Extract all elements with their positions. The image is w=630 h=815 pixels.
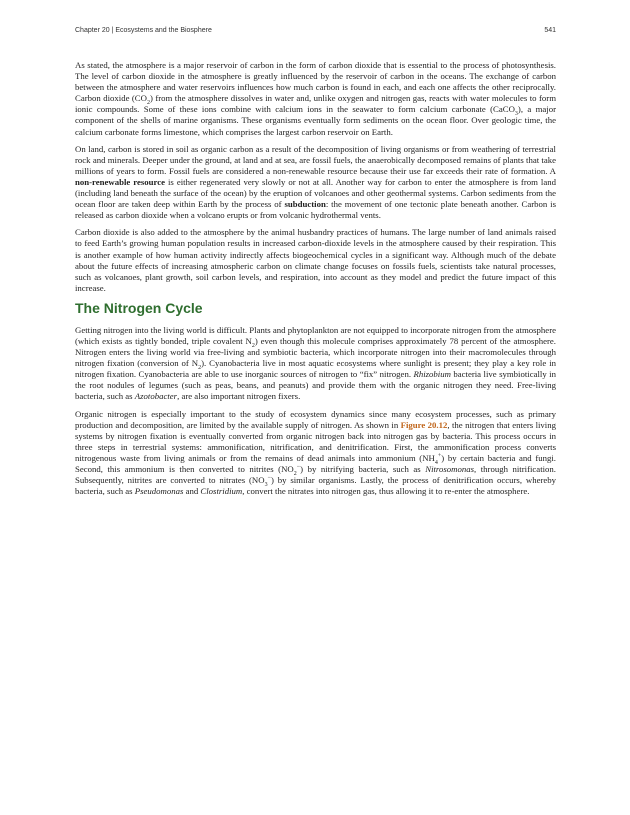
- term-non-renewable-resource: non-renewable resource: [75, 176, 165, 187]
- term-pseudomonas: Pseudomonas: [134, 486, 184, 497]
- paragraph-carbon-land: On land, carbon is stored in soil as organic carbon as a result of the decomposition of living organisms or from weathering of terrestrial rock and minerals. Deeper under the ground, at land and at sea, are fossil fuels, the anaerobically decomposed remains of plants that take millions of years to form. Fossil fuels are considered a non-renewable resource because their use far exceeds their rate of formation. A non-renewable resource is either regenerated very slowly or not at all. Another way for carbon to enter the atmosphere is from land (including land beneath the surface of the ocean) by the eruption of volcanoes and other geothermal systems. Carbon sediments from the ocean floor are taken deep within Earth by the process of subduction: the movement of one tectonic plate beneath another. Carbon is released as carbon dioxide when a volcano erupts or from volcanic hydrothermal vents.: [75, 143, 557, 221]
- paragraph-nitrogen-fixation: Getting nitrogen into the living world is difficult. Plants and phytoplankton are not equipped to incorporate nitrogen from the atmosphere (which exists as tightly bonded, triple covalent $N_2$) even though this molecule comprises approximately 78 percent of the atmosphere. Nitrogen enters the living world via free-living and symbiotic bacteria, which incorporate nitrogen into their macromolecules through nitrogen fixation (conversion of $N_2$). Cyanobacteria live in most aquatic ecosystems where sunlight is present; they play a key role in nitrogen fixation. Cyanobacteria are able to use inorganic sources of nitrogen to “fix” nitrogen. Rhizobium bacteria live symbiotically in the root nodules of legumes (such as peas, beans, and peanuts) and provide them with the organic nitrogen they need. Free-living bacteria, such as Azotobacter, are also important nitrogen fixers.: [75, 324, 556, 402]
- term-nitrosomonas: Nitrosomonas: [425, 464, 475, 474]
- figure-link[interactable]: Figure 20.12: [400, 419, 448, 430]
- chapter-title: Chapter 20 | Ecosystems and the Biosphere: [75, 27, 212, 34]
- paragraph-carbon-husbandry: Carbon dioxide is also added to the atmosphere by the animal husbandry practices of humans. The large number of land animals raised to feed Earth’s growing human population results in increased carbon-dioxide levels in the atmosphere caused by their respiration. This is another example of how human activity indirectly affects biogeochemical cycles in a significant way. Although much of the debate about the future effects of increasing atmospheric carbon on climate change focuses on fossils fuels, scientists take natural processes, such as volcanoes, plant growth, soil carbon levels, and respiration, into account as they model and predict the future impact of this increase.: [75, 227, 556, 293]
- paragraph-organic-nitrogen: Organic nitrogen is especially important to the study of ecosystem dynamics since many ecosystem processes, such as primary production and decomposition, are limited by the available supply of nitrogen. As shown in Figure 20.12, the nitrogen that enters living systems by nitrogen fixation is eventually converted from organic nitrogen back into nitrogen gas by bacteria. This process occurs in three steps in terrestrial systems: ammonification, nitrification, and denitrification. First, the ammonification process converts nitrogenous waste from living animals or from the remains of dead animals into ammonium $(NH_4^+)$ by certain bacteria and fungi. Second, this ammonium is then converted to nitrites $(NO_2^-)$ by nitrifying bacteria, such as Nitrosomonas, through nitrification. Subsequently, nitrites are converted to nitrates $(NO_3^-)$ by similar organisms. Lastly, the process of denitrification occurs, whereby bacteria, such as Pseudomonas and Clostridium, convert the nitrates into nitrogen gas, thus allowing it to re-enter the atmosphere.: [75, 408, 556, 497]
- term-azotobacter: Azotobacter: [134, 391, 178, 402]
- term-clostridium: Clostridium: [200, 486, 243, 497]
- term-subduction: subduction: [284, 199, 326, 210]
- section-heading-nitrogen-cycle: The Nitrogen Cycle: [75, 299, 203, 316]
- page-number: 541: [544, 27, 556, 34]
- running-header: [75, 27, 556, 39]
- term-rhizobium: Rhizobium: [413, 369, 451, 380]
- body-text: [75, 60, 556, 503]
- paragraph-carbon-ocean: As stated, the atmosphere is a major reservoir of carbon in the form of carbon dioxide that is essential to the process of photosynthesis. The level of carbon dioxide in the atmosphere is greatly influenced by the reservoir of carbon in the oceans. The exchange of carbon between the atmosphere and water reservoirs influences how much carbon is found in each, and each one affects the other reciprocally. Carbon dioxide $(CO_2)$ from the atmosphere dissolves in water and, unlike oxygen and nitrogen gas, reacts with water molecules to form ionic compounds. Some of these ions combine with calcium ions in the seawater to form calcium carbonate (CaCO$_3$), a major component of the shells of marine organisms. These organisms eventually form sediments on the ocean floor. Over geologic time, the calcium carbonate forms limestone, which comprises the largest carbon reservoir on Earth.: [75, 60, 556, 137]
